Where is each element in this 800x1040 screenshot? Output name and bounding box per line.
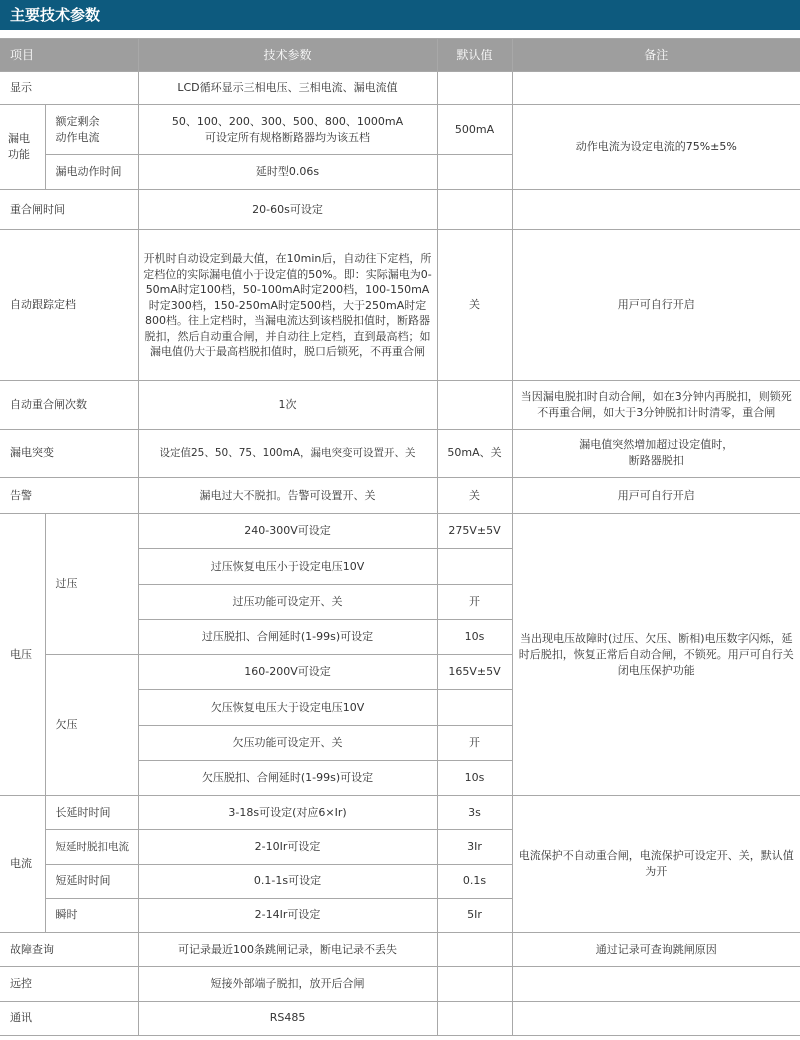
param-cell: 240-300V可设定 — [138, 514, 437, 549]
param-cell: 1次 — [138, 381, 437, 429]
table-row — [0, 514, 800, 549]
param-cell: 短接外部端子脱扣，放开后合闸 — [138, 967, 437, 1001]
param-cell: 过压功能可设定开、关 — [138, 584, 437, 619]
table-row — [0, 796, 800, 830]
param-cell: 开机时自动设定到最大值，在10min后，自动往下定档，所定档位的实际漏电值小于设定值的50%。即：实际漏电为0-50mA时定100档，50-100mA时定200档，100-150mA时定300档，150-250mA时定500档，大于250mA时定800档。往上定档时，当漏电流达到该档脱扣值时，断路器脱扣，然后自动重合闸，并自动往上定档，直到最高档；如漏电值仍大于最高档脱扣值时，脱口后锁死，不再重合闸 — [138, 230, 437, 381]
param-cell: 欠压脱扣、合闸延时(1-99s)可设定 — [138, 760, 437, 795]
header-param: 技术参数 — [138, 39, 437, 72]
note-cell: 漏电值突然增加超过设定值时， 断路器脱扣 — [512, 429, 800, 477]
param-cell: 过压脱扣、合闸延时(1-99s)可设定 — [138, 619, 437, 654]
sub-item-cell-under: 欠压 — [45, 655, 138, 796]
note-cell — [512, 1001, 800, 1035]
param-cell: RS485 — [138, 1001, 437, 1035]
item-cell: 故障查询 — [0, 933, 138, 967]
note-cell: 通过记录可查询跳闸原因 — [512, 933, 800, 967]
note-cell: 动作电流为设定电流的75%±5% — [512, 105, 800, 190]
default-cell: 关 — [437, 478, 512, 514]
default-cell: 3s — [437, 796, 512, 830]
group-cell-current: 电流 — [0, 796, 45, 933]
note-cell: 当因漏电脱扣时自动合闸，如在3分钟内再脱扣，则锁死不再重合闸，如大于3分钟脱扣计时清零，重合闸 — [512, 381, 800, 429]
spec-table — [0, 38, 800, 1036]
item-cell: 远控 — [0, 967, 138, 1001]
default-cell — [437, 1001, 512, 1035]
note-cell — [512, 72, 800, 105]
table-row — [0, 429, 800, 477]
default-cell: 开 — [437, 584, 512, 619]
sub-item-cell: 额定剩余 动作电流 — [45, 105, 138, 154]
default-cell — [437, 190, 512, 230]
default-cell: 关 — [437, 230, 512, 381]
sub-item-cell: 长延时时间 — [45, 796, 138, 830]
table-row — [0, 230, 800, 381]
default-cell — [437, 933, 512, 967]
param-cell: 0.1-1s可设定 — [138, 864, 437, 898]
default-cell: 3Ir — [437, 830, 512, 864]
default-cell — [437, 72, 512, 105]
param-cell: 设定值25、50、75、100mA，漏电突变可设置开、关 — [138, 429, 437, 477]
item-cell: 漏电突变 — [0, 429, 138, 477]
default-cell: 165V±5V — [437, 655, 512, 690]
header-default: 默认值 — [437, 39, 512, 72]
table-row — [0, 190, 800, 230]
item-cell: 自动重合闸次数 — [0, 381, 138, 429]
note-cell: 用戸可自行开启 — [512, 478, 800, 514]
param-cell: 欠压恢复电压大于设定电压10V — [138, 690, 437, 725]
param-cell: 延时型0.06s — [138, 154, 437, 189]
default-cell — [437, 381, 512, 429]
param-cell: 2-14Ir可设定 — [138, 898, 437, 932]
table-row — [0, 72, 800, 105]
param-cell: 欠压功能可设定开、关 — [138, 725, 437, 760]
page-title: 主要技术参数 — [0, 0, 800, 30]
group-cell-leak: 漏电 功能 — [0, 105, 45, 190]
default-cell: 50mA、关 — [437, 429, 512, 477]
default-cell: 0.1s — [437, 864, 512, 898]
default-cell — [437, 154, 512, 189]
default-cell: 5Ir — [437, 898, 512, 932]
default-cell: 10s — [437, 760, 512, 795]
group-cell-voltage: 电压 — [0, 514, 45, 796]
sub-item-cell: 漏电动作时间 — [45, 154, 138, 189]
param-cell: 50、100、200、300、500、800、1000mA 可设定所有规格断路器均为该五档 — [138, 105, 437, 154]
item-cell: 告警 — [0, 478, 138, 514]
table-row — [0, 478, 800, 514]
default-cell: 500mA — [437, 105, 512, 154]
sub-item-cell: 瞬时 — [45, 898, 138, 932]
note-cell: 用戸可自行开启 — [512, 230, 800, 381]
sub-item-cell: 短延时时间 — [45, 864, 138, 898]
note-cell: 电流保护不自动重合闸，电流保护可设定开、关，默认值为开 — [512, 796, 800, 933]
note-cell — [512, 190, 800, 230]
param-cell: 可记录最近100条跳闸记录，断电记录不丢失 — [138, 933, 437, 967]
note-cell — [512, 967, 800, 1001]
table-row — [0, 933, 800, 967]
item-cell: 显示 — [0, 72, 138, 105]
default-cell — [437, 690, 512, 725]
table-row — [0, 381, 800, 429]
table-row — [0, 967, 800, 1001]
item-cell: 自动跟踪定档 — [0, 230, 138, 381]
default-cell: 275V±5V — [437, 514, 512, 549]
default-cell: 10s — [437, 619, 512, 654]
table-header — [0, 39, 800, 72]
table-row — [0, 105, 800, 154]
default-cell — [437, 967, 512, 1001]
param-cell: 漏电过大不脱扣。告警可设置开、关 — [138, 478, 437, 514]
table-row — [0, 1001, 800, 1035]
param-cell: 160-200V可设定 — [138, 655, 437, 690]
header-item: 项目 — [0, 39, 138, 72]
sub-item-cell-over: 过压 — [45, 514, 138, 655]
item-cell: 重合闸时间 — [0, 190, 138, 230]
note-cell: 当出现电压故障时(过压、欠压、断相)电压数字闪烁，延时后脱扣，恢复正常后自动合闸，不锁死。用戸可自行关闭电压保护功能 — [512, 514, 800, 796]
param-cell: 20-60s可设定 — [138, 190, 437, 230]
param-cell: LCD循环显示三相电压、三相电流、漏电流值 — [138, 72, 437, 105]
default-cell: 开 — [437, 725, 512, 760]
param-cell: 2-10Ir可设定 — [138, 830, 437, 864]
item-cell: 通讯 — [0, 1001, 138, 1035]
default-cell — [437, 549, 512, 584]
header-note: 备注 — [512, 39, 800, 72]
param-cell: 过压恢复电压小于设定电压10V — [138, 549, 437, 584]
param-cell: 3-18s可设定(对应6×Ir) — [138, 796, 437, 830]
sub-item-cell: 短延时脱扣电流 — [45, 830, 138, 864]
